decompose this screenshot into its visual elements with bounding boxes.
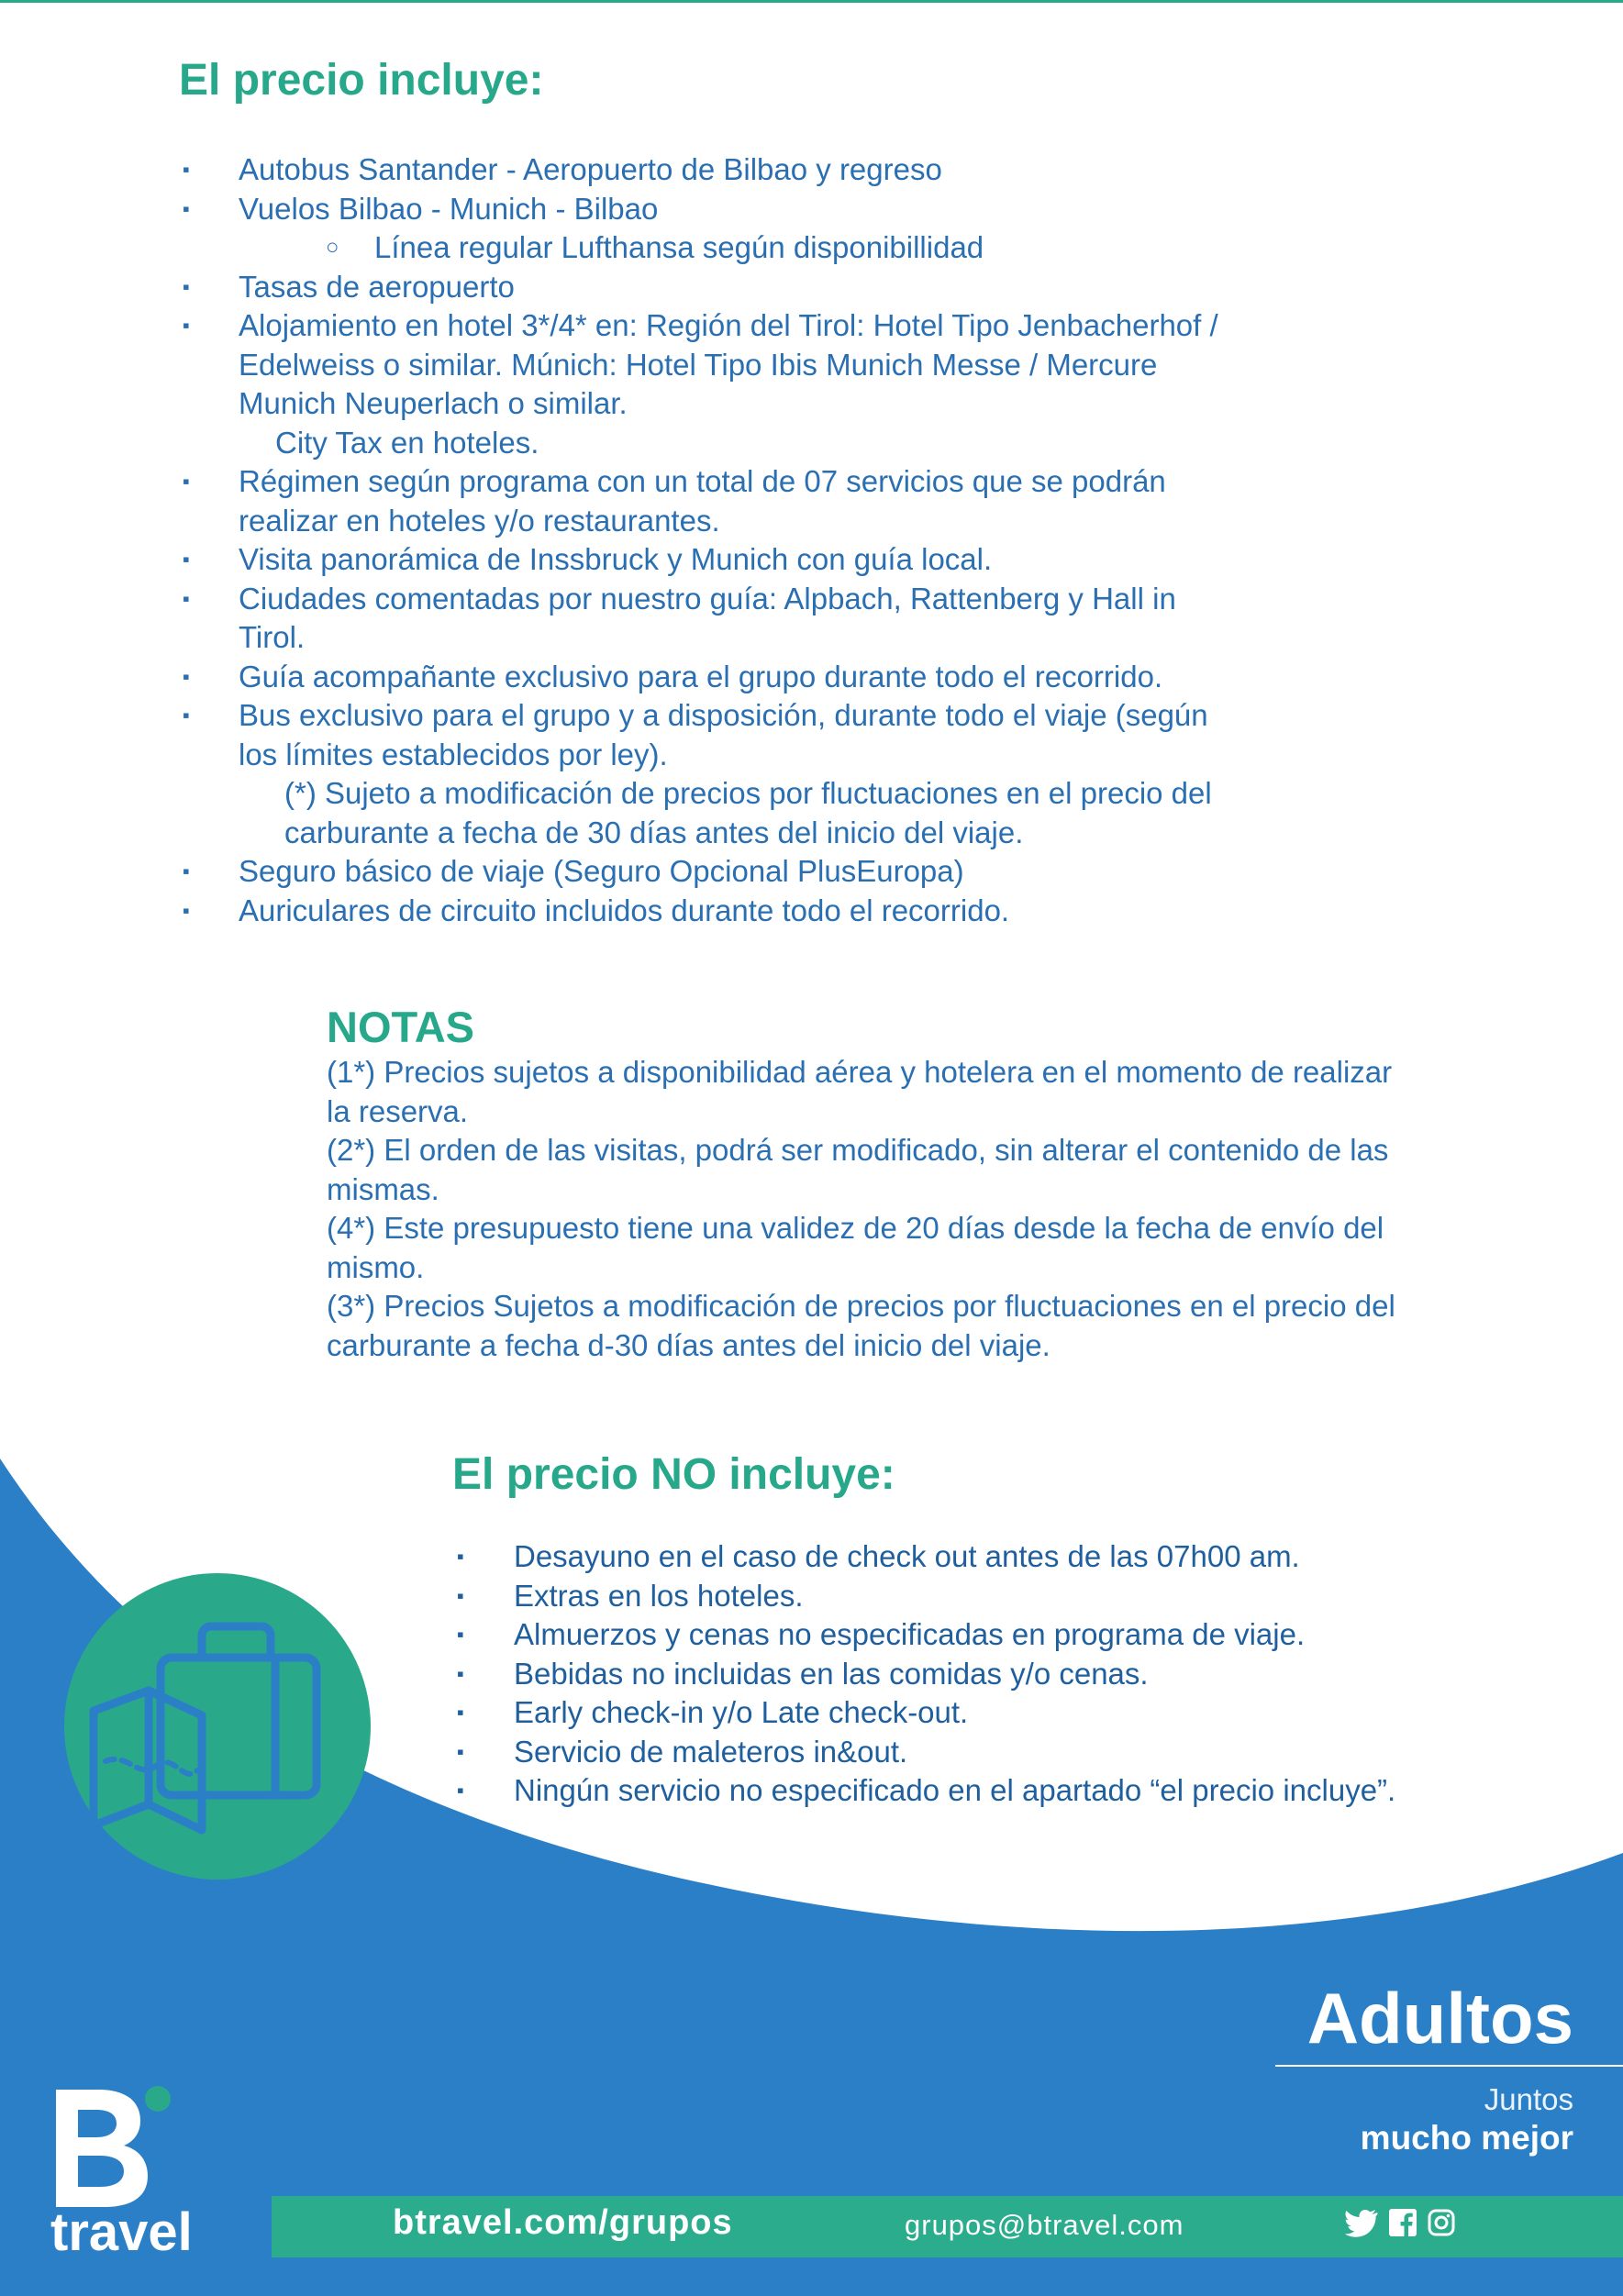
bullet: ▪ (183, 314, 190, 337)
price-includes-section (179, 53, 1326, 927)
bullet: ▪ (457, 1545, 464, 1568)
instagram-icon[interactable] (1428, 2209, 1455, 2236)
list-item: ▪ Almuerzos y cenas no especificadas en programa de viaje. (452, 1615, 1553, 1655)
b-logo-mark (50, 2082, 188, 2211)
list-item: ▪ Vuelos Bilbao - Munich - Bilbao (179, 190, 1326, 229)
list-item-continuation: realizar en hoteles y/o restaurantes. (239, 503, 720, 538)
list-item: ▪ Tasas de aeropuerto (179, 268, 1326, 307)
list-item: ▪ Extras en los hoteles. (452, 1577, 1553, 1616)
list-item-continuation: los límites establecidos por ley). (239, 737, 668, 771)
bullet: ▪ (457, 1583, 464, 1607)
bullet: ▪ (183, 196, 190, 220)
list-item-continuation: Tirol. (239, 620, 306, 654)
twitter-icon[interactable] (1345, 2209, 1378, 2238)
list-item: ▪ Alojamiento en hotel 3*/4* en: Región del Tirol: Hotel Tipo Jenbacherhof / (179, 306, 1326, 346)
bullet: ▪ (183, 664, 190, 688)
note-line: (2*) El orden de las visitas, podrá ser modificado, sin alterar el contenido de las (327, 1133, 1389, 1167)
bullet: ▪ (183, 704, 190, 727)
bullet: ▪ (183, 548, 190, 571)
audience-label: Adultos (1306, 1978, 1573, 2058)
list-item: ▪ Ciudades comentadas por nuestro guía: Alpbach, Rattenberg y Hall in (179, 580, 1326, 619)
list-item: ▪ Guía acompañante exclusivo para el grupo durante todo el recorrido. (179, 658, 1326, 697)
bullet: ▪ (457, 1779, 464, 1802)
list-item: ▪ Visita panorámica de Inssbruck y Munich con guía local. (179, 540, 1326, 580)
list-item: ▪ Bus exclusivo para el grupo y a disposición, durante todo el viaje (según (179, 696, 1326, 736)
note-line: la reserva. (327, 1093, 469, 1128)
notes-title: NOTAS (327, 1003, 475, 1051)
price-includes-title: El precio incluye: (179, 56, 544, 105)
note-line: (1*) Precios sujetos a disponibilidad aérea y hotelera en el momento de realizar (327, 1055, 1393, 1089)
contact-bar (272, 2196, 1623, 2257)
bullet: ▪ (183, 470, 190, 493)
bullet: ▪ (183, 898, 190, 922)
list-item: ○ Línea regular Lufthansa según disponibillidad (179, 228, 1326, 268)
note-line: carburante a fecha d-30 días antes del inicio del viaje. (327, 1327, 1051, 1362)
footer-divider (1275, 2065, 1623, 2067)
note-line: mismo. (327, 1249, 425, 1284)
list-item: ▪ Early check-in y/o Late check-out. (452, 1693, 1553, 1733)
website-link[interactable]: btravel.com/grupos (393, 2203, 733, 2242)
list-item: ▪ Ningún servicio no especificado en el apartado “el precio incluye”. (452, 1771, 1553, 1811)
price-excludes-title: El precio NO incluye: (452, 1450, 895, 1499)
bullet: ▪ (183, 274, 190, 298)
bullet: ▪ (183, 586, 190, 610)
list-item-note: (*) Sujeto a modificación de precios por fluctuaciones en el precio del (284, 776, 1212, 810)
list-item: ▪ Desayuno en el caso de check out antes de las 07h00 am. (452, 1537, 1553, 1577)
bullet: ▪ (183, 860, 190, 882)
list-item: ▪ Seguro básico de viaje (Seguro Opcional PlusEuropa) (179, 852, 1326, 892)
tagline-line-2: mucho mejor (1360, 2119, 1573, 2157)
bullet: ▪ (183, 158, 190, 181)
bullet: ▪ (457, 1661, 464, 1685)
bullet: ▪ (457, 1701, 464, 1724)
note-line: (3*) Precios Sujetos a modificación de precios por fluctuaciones en el precio del (327, 1289, 1395, 1323)
tagline-line-1: Juntos (1484, 2082, 1573, 2116)
list-item: ▪ Autobus Santander - Aeropuerto de Bilbao y regreso (179, 150, 1326, 190)
list-item: ▪ Auriculares de circuito incluidos durante todo el recorrido. (179, 892, 1326, 931)
list-item-continuation: Edelweiss o similar. Múnich: Hotel Tipo Ibis Munich Messe / Mercure (239, 347, 1158, 382)
note-line: (4*) Este presupuesto tiene una validez de 20 días desde la fecha de envío del (327, 1211, 1384, 1245)
price-excludes-list (452, 1537, 1553, 1811)
list-item-note: City Tax en hoteles. (275, 425, 539, 460)
email-link[interactable]: grupos@btravel.com (905, 2209, 1184, 2241)
suitcase-map-icon (64, 1573, 372, 1880)
btravel-logo (50, 2082, 234, 2266)
list-item-continuation: Munich Neuperlach o similar. (239, 386, 628, 420)
facebook-icon[interactable] (1389, 2209, 1417, 2236)
list-item: ▪ Bebidas no incluidas en las comidas y/o cenas. (452, 1655, 1553, 1694)
bullet: ▪ (457, 1623, 464, 1646)
logo-wordmark: travel (50, 2202, 193, 2262)
list-item: ▪ Servicio de maleteros in&out. (452, 1733, 1553, 1772)
note-line: mismas. (327, 1171, 439, 1206)
price-excludes-section (452, 1447, 1553, 1807)
bullet: ▪ (457, 1739, 464, 1763)
notes-section (327, 1002, 1501, 1365)
sub-bullet: ○ (326, 235, 339, 260)
list-item: ▪ Régimen según programa con un total de 07 servicios que se podrán (179, 462, 1326, 502)
social-icons (1345, 2209, 1455, 2238)
price-includes-list (179, 150, 1326, 930)
list-item-note: carburante a fecha de 30 días antes del inicio del viaje. (284, 815, 1024, 849)
